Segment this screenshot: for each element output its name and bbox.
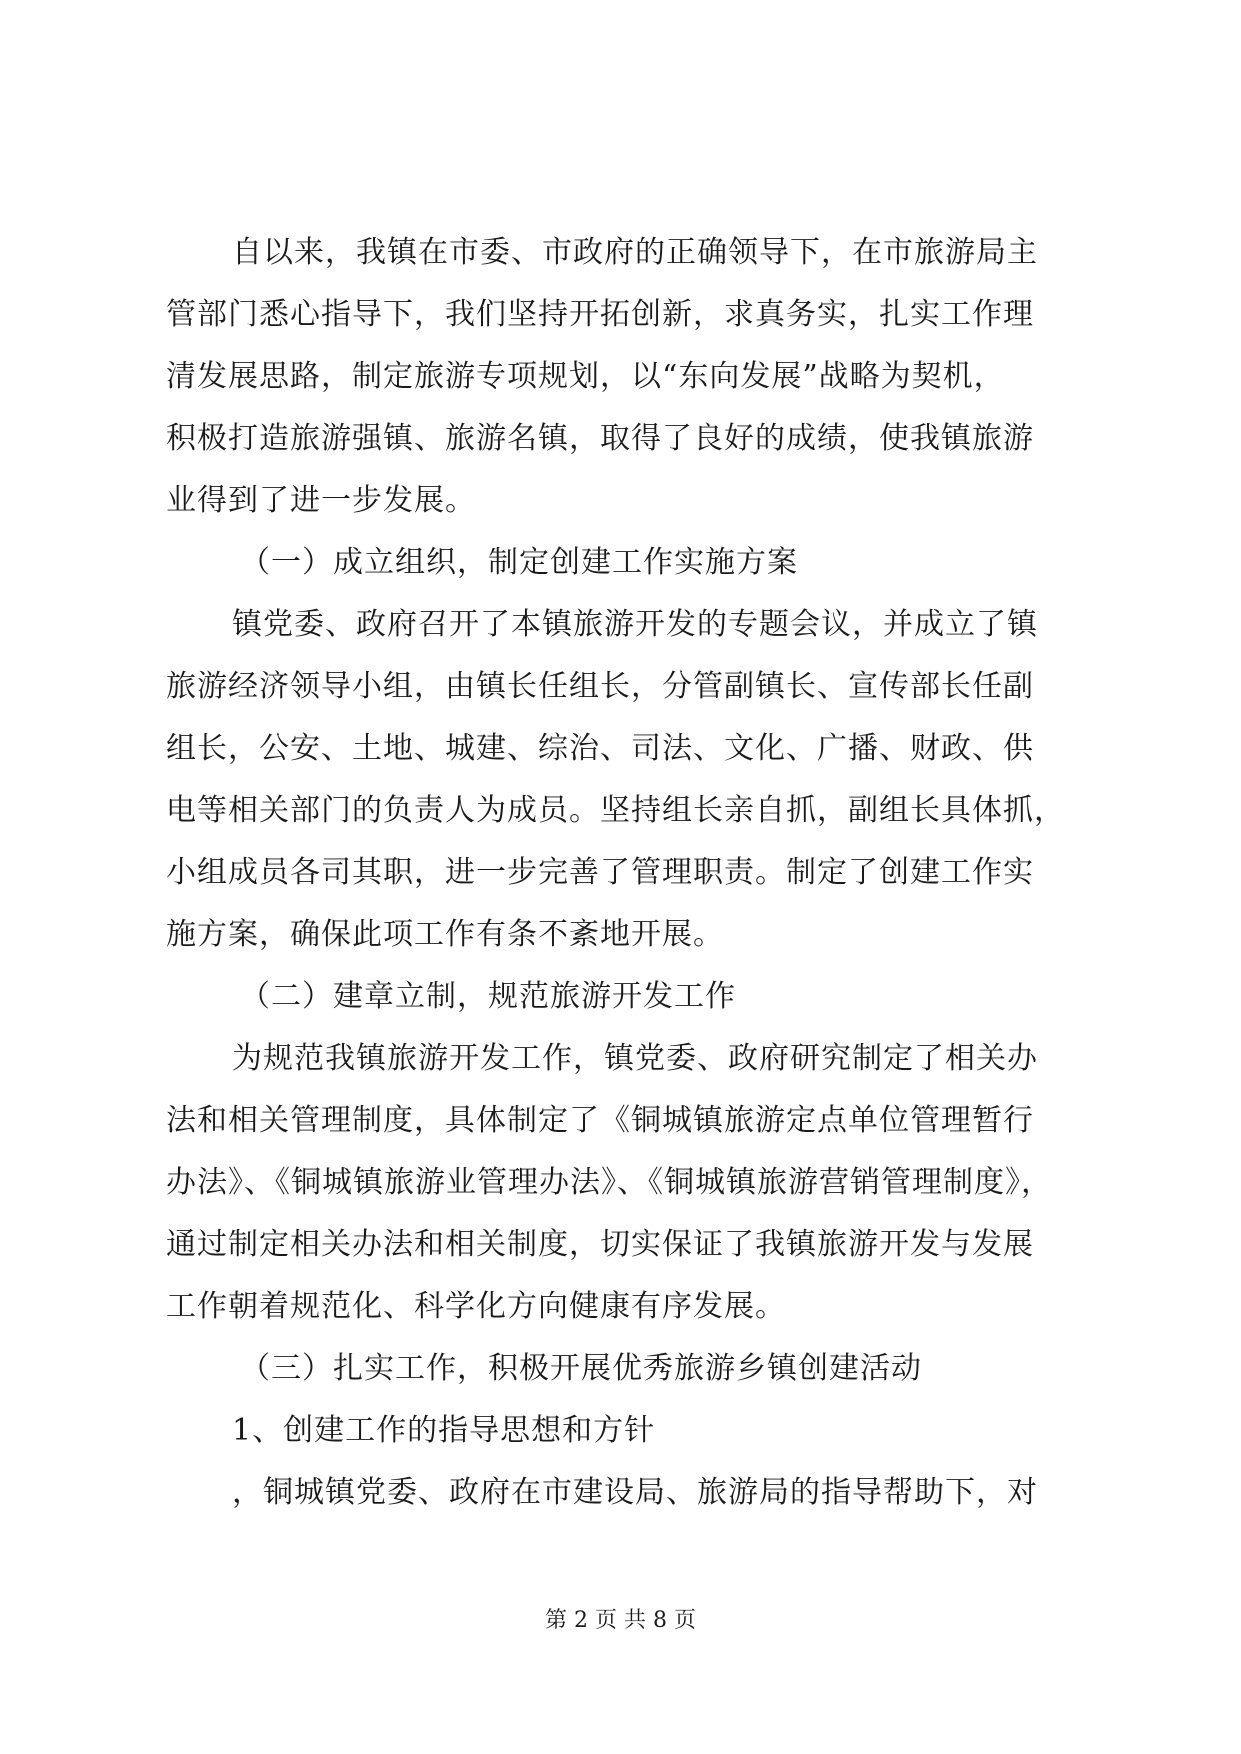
paragraph-3-line-3: 办法》、《铜城镇旅游业管理办法》、《铜城镇旅游营销管理制度》， xyxy=(166,1165,1052,1200)
section-heading-1: （一）成立组织，制定创建工作实施方案 xyxy=(240,545,798,580)
paragraph-2-line-5: 小组成员各司其职，进一步完善了管理职责。制定了创建工作实 xyxy=(166,855,1034,890)
paragraph-3-line-4: 通过制定相关办法和相关制度，切实保证了我镇旅游开发与发展 xyxy=(166,1227,1034,1262)
section-heading-2: （二）建章立制，规范旅游开发工作 xyxy=(240,979,736,1014)
page-footer xyxy=(0,1606,1241,1636)
paragraph-1-line-4: 积极打造旅游强镇、旅游名镇，取得了良好的成绩，使我镇旅游 xyxy=(166,421,1034,456)
paragraph-1-line-5: 业得到了进一步发展。 xyxy=(166,483,476,518)
section-heading-3: （三）扎实工作，积极开展优秀旅游乡镇创建活动 xyxy=(240,1351,922,1386)
paragraph-3-line-1: 为规范我镇旅游开发工作，镇党委、政府研究制定了相关办 xyxy=(232,1041,1038,1076)
paragraph-3-line-2: 法和相关管理制度，具体制定了《铜城镇旅游定点单位管理暂行 xyxy=(166,1103,1034,1138)
paragraph-2-line-4: 电等相关部门的负责人为成员。坚持组长亲自抓，副组长具体抓， xyxy=(166,793,1065,828)
paragraph-1-line-2: 管部门悉心指导下，我们坚持开拓创新，求真务实，扎实工作理 xyxy=(166,297,1034,332)
paragraph-4-line-1: ，铜城镇党委、政府在市建设局、旅游局的指导帮助下，对 xyxy=(232,1475,1038,1510)
paragraph-2-line-3: 组长，公安、土地、城建、综治、司法、文化、广播、财政、供 xyxy=(166,731,1034,766)
page-number-label: 第 2 页 共 8 页 xyxy=(545,1608,696,1633)
document-body xyxy=(166,222,1086,1524)
paragraph-1-line-1: 自以来，我镇在市委、市政府的正确领导下，在市旅游局主 xyxy=(232,235,1038,270)
paragraph-3-line-5: 工作朝着规范化、科学化方向健康有序发展。 xyxy=(166,1289,786,1324)
subsection-heading-1: 1、创建工作的指导思想和方针 xyxy=(232,1413,656,1448)
paragraph-2-line-2: 旅游经济领导小组，由镇长任组长，分管副镇长、宣传部长任副 xyxy=(166,669,1034,704)
paragraph-2-line-6: 施方案，确保此项工作有条不紊地开展。 xyxy=(166,917,724,952)
paragraph-1-line-3: 清发展思路，制定旅游专项规划，以“东向发展”战略为契机， xyxy=(166,359,1005,394)
paragraph-2-line-1: 镇党委、政府召开了本镇旅游开发的专题会议，并成立了镇 xyxy=(232,607,1038,642)
